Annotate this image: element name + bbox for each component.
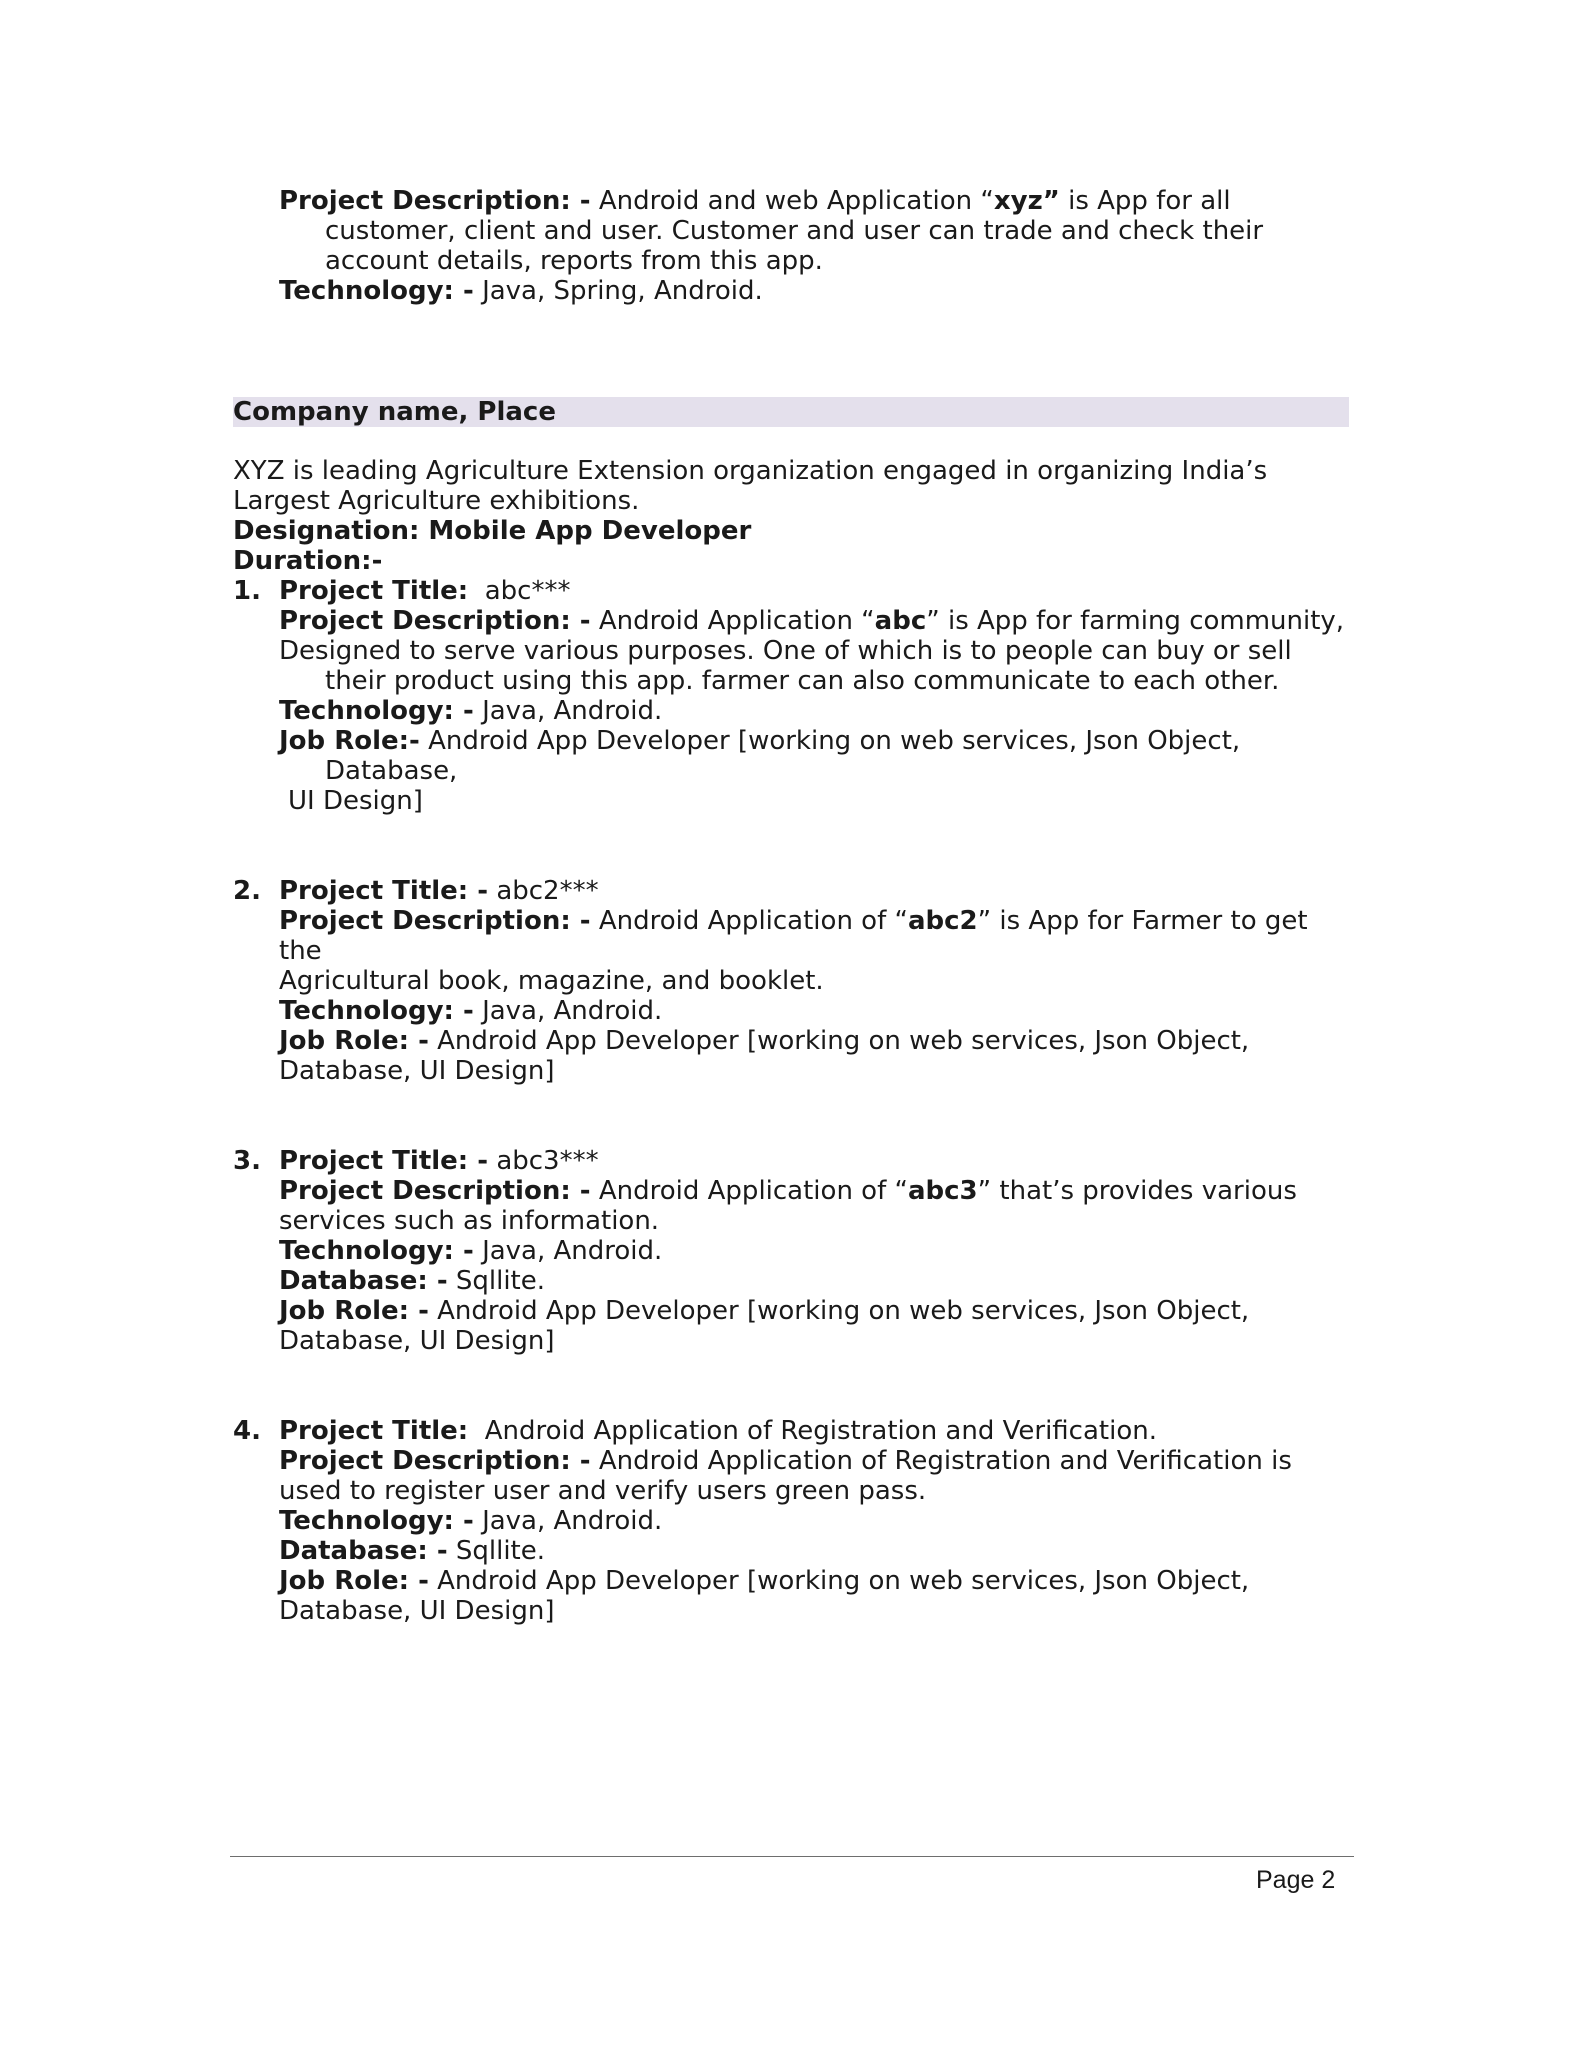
project-description: Project Description: - Android Application of “abc3” that’s provides various	[279, 1176, 1297, 1206]
project-title: Project Title: abc***	[279, 576, 571, 606]
text-line: Database, UI Design]	[279, 1326, 555, 1356]
project-technology: Technology: - Java, Android.	[279, 696, 663, 726]
page-number: Page 2	[1256, 1866, 1336, 1894]
top-project-description: Project Description: - Android and web Application “xyz” is App for all	[279, 186, 1231, 216]
company-about: XYZ is leading Agriculture Extension organization engaged in organizing India’s	[233, 456, 1268, 486]
project-technology: Technology: - Java, Android.	[279, 996, 663, 1026]
project-job-role: Job Role: - Android App Developer [working on web services, Json Object,	[279, 1296, 1250, 1326]
text-line: account details, reports from this app.	[325, 246, 823, 276]
project-description: Project Description: - Android Application of “abc2” is App for Farmer to get	[279, 906, 1308, 936]
project-job-role: Job Role: - Android App Developer [working on web services, Json Object,	[279, 1026, 1250, 1056]
project-database: Database: - Sqllite.	[279, 1536, 546, 1566]
text-line: Database, UI Design]	[279, 1596, 555, 1626]
duration: Duration:-	[233, 546, 383, 576]
project-number: 2.	[233, 876, 261, 906]
project-number: 4.	[233, 1416, 261, 1446]
project-number: 1.	[233, 576, 261, 606]
text-line: customer, client and user. Customer and user can trade and check their	[325, 216, 1264, 246]
text-line: Agricultural book, magazine, and booklet.	[279, 966, 824, 996]
project-title: Project Title: - abc3***	[279, 1146, 599, 1176]
project-technology: Technology: - Java, Android.	[279, 1506, 663, 1536]
text-line: Designed to serve various purposes. One of which is to people can buy or sell	[279, 636, 1292, 666]
project-title: Project Title: Android Application of Registration and Verification.	[279, 1416, 1157, 1446]
text-line: the	[279, 936, 322, 966]
footer-divider	[230, 1856, 1354, 1857]
project-technology: Technology: - Java, Android.	[279, 1236, 663, 1266]
project-job-role: Job Role:- Android App Developer [working on web services, Json Object,	[279, 726, 1241, 756]
project-description: Project Description: - Android Application of Registration and Verification is	[279, 1446, 1292, 1476]
text-line: UI Design]	[288, 786, 423, 816]
company-about: Largest Agriculture exhibitions.	[233, 486, 640, 516]
text-line: services such as information.	[279, 1206, 660, 1236]
text-line: used to register user and verify users green pass.	[279, 1476, 927, 1506]
label: Project Description: -	[279, 186, 591, 216]
text-line: Database,	[325, 756, 458, 786]
project-title: Project Title: - abc2***	[279, 876, 599, 906]
project-job-role: Job Role: - Android App Developer [working on web services, Json Object,	[279, 1566, 1250, 1596]
top-project-technology: Technology: - Java, Spring, Android.	[279, 276, 763, 306]
project-database: Database: - Sqllite.	[279, 1266, 546, 1296]
project-description: Project Description: - Android Application “abc” is App for farming community,	[279, 606, 1345, 636]
text-line: Database, UI Design]	[279, 1056, 555, 1086]
text-line: their product using this app. farmer can also communicate to each other.	[325, 666, 1280, 696]
designation: Designation: Mobile App Developer	[233, 516, 752, 546]
company-heading: Company name, Place	[233, 397, 556, 427]
project-number: 3.	[233, 1146, 261, 1176]
